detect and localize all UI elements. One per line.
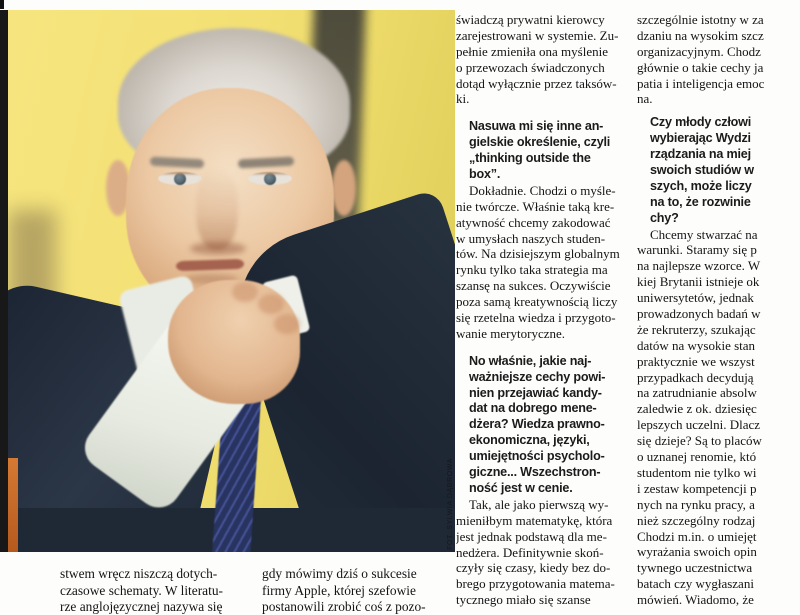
body-line: zaledwie z ok. dziesięc xyxy=(637,401,757,417)
body-line: na. xyxy=(637,91,653,107)
body-line: nież szczególny rodzaj xyxy=(637,512,756,528)
photo-credit: FOT. SYLWIA DĄBROWA xyxy=(447,458,454,550)
body-line: gdy mówimy dziś o sukcesie xyxy=(262,566,417,581)
body-line: warunki. Staramy się p xyxy=(637,242,757,258)
man-right-eye-shape xyxy=(248,172,292,185)
body-line: brego przygotowania matema- xyxy=(456,576,615,592)
question-line: giczne... Wszechstron- xyxy=(469,465,601,480)
man-right-eyelid-shape xyxy=(248,172,292,174)
man-left-iris-shape xyxy=(174,173,186,185)
question-line: ważniejsze cechy powi- xyxy=(469,369,606,384)
question-line: szych, może liczy xyxy=(650,178,752,193)
body-line: na zatrudnianie absolw xyxy=(637,385,757,401)
body-line: postanowili zrobić coś z pozo- xyxy=(262,599,426,615)
knuckle-shape xyxy=(232,282,258,302)
man-left-eyelid-shape xyxy=(158,172,202,174)
body-line: nie twórcze. Właśnie taką kre- xyxy=(456,198,615,214)
question-line: rządzania na miej xyxy=(650,147,751,162)
body-line: Chodzi m.in. o umiejęt xyxy=(637,528,757,544)
article-footer-column-right xyxy=(262,566,458,615)
paragraph-gap xyxy=(456,107,632,119)
body-line: głównie o takie cechy ja xyxy=(637,59,764,75)
question-line: umiejętności psycholo- xyxy=(469,449,605,464)
paragraph-gap xyxy=(456,342,632,354)
body-line: przypadkach decydują xyxy=(637,369,754,385)
body-line: studentom nie tylko wi xyxy=(637,464,757,480)
page-corner-mark xyxy=(0,0,4,9)
body-line: uniwersytetów, jednak xyxy=(637,290,754,306)
body-line: prowadzonych badań w xyxy=(637,306,761,322)
body-line: dotąd wyłącznie przez taksów- xyxy=(456,75,617,91)
photo-left-edge-strip xyxy=(0,10,8,552)
question-line: Czy młody człowi xyxy=(650,115,752,130)
body-line: szczególnie istotny w za xyxy=(637,12,764,27)
knuckle-shape xyxy=(274,314,300,334)
question-line: box”. xyxy=(469,167,501,182)
body-line: firmy Apple, której szefowie xyxy=(262,582,416,598)
body-line: poza samą kreatywnością liczy xyxy=(456,294,618,310)
body-line: czasowe schematy. W literatu- xyxy=(60,582,223,598)
body-line: ki. xyxy=(456,91,470,107)
body-line: się dzieje? Są to placów xyxy=(637,433,762,449)
body-line: czyły się czasy, kiedy bez do- xyxy=(456,560,611,576)
question-line: swoich studiów w xyxy=(650,163,754,178)
question-line: No właśnie, jakie naj- xyxy=(469,353,592,368)
body-line: mówień. Wiadomo, że xyxy=(637,592,754,608)
man-left-eye-shape xyxy=(158,172,202,185)
question-line: dżera? Wiedza prawno- xyxy=(469,417,605,432)
body-line: datów na wysokie stan xyxy=(637,337,756,353)
knuckle-shape xyxy=(258,294,284,314)
body-line: że rekruterzy, szukając xyxy=(637,321,756,337)
body-line: nych na rynku pracy, a xyxy=(637,496,755,512)
question-line: gielskie określenie, czyli xyxy=(469,135,611,150)
body-line: batach czy wygłaszani xyxy=(637,576,754,592)
body-line: rynku tylko taka strategia ma xyxy=(456,262,608,278)
body-line: stwem wręcz niszczą dotych- xyxy=(60,566,218,581)
body-line: rze anglojęzycznej nazywa się xyxy=(60,599,223,615)
body-line: dzaniu na wysokim szcz xyxy=(637,27,764,43)
body-line: organizacyjnym. Chodz xyxy=(637,43,761,59)
body-line: wyrażania swoich opin xyxy=(637,544,757,560)
body-line: pełnie zmieniła ona myślenie xyxy=(456,43,608,59)
body-line: się rzetelna wiedza i przygoto- xyxy=(456,310,616,326)
article-footer-column-left xyxy=(60,566,236,615)
body-line: Chcemy stwarzać na xyxy=(650,226,758,242)
question-line: dat na dobrego mene- xyxy=(469,401,597,416)
body-line: o przewozach świadczonych xyxy=(456,59,605,75)
man-right-iris-shape xyxy=(264,173,276,185)
body-line: zarejestrowani w systemie. Zu- xyxy=(456,27,619,43)
body-line: wanie merytoryczne. xyxy=(456,325,566,341)
body-line: nedżera. Definitywnie skoń- xyxy=(456,544,604,560)
body-line: na najlepsze wzorce. W xyxy=(637,258,761,274)
paragraph-gap xyxy=(637,107,800,115)
question-line: nien przejawiać kandy- xyxy=(469,385,602,400)
body-line: świadczą prywatni kierowcy xyxy=(456,12,605,27)
article-column-2 xyxy=(637,12,800,615)
body-line: kiej Brytanii istnieje ok xyxy=(637,274,760,290)
man-nose-shape xyxy=(196,168,238,250)
question-line: Nasuwa mi się inne an- xyxy=(469,119,604,134)
body-line: jest jednak podstawą dla me- xyxy=(456,528,607,544)
question-line: na to, że rozwinie xyxy=(650,194,751,209)
man-nose-shadow-shape xyxy=(190,242,246,255)
body-line: tów. Na dzisiejszym globalnym xyxy=(456,246,620,262)
body-line: w umysłach naszych studen- xyxy=(456,230,606,246)
body-line: Dokładnie. Chodzi o myśle- xyxy=(469,182,616,198)
article-column-1 xyxy=(456,12,632,615)
portrait-photo xyxy=(0,10,455,552)
question-line: ekonomiczna, języki, xyxy=(469,433,590,448)
body-line: szansę na sukces. Oczywiście xyxy=(456,278,611,294)
body-line: Tak, ale jako pierwszą wy- xyxy=(469,496,609,512)
body-line: praktycznie we wszyst xyxy=(637,353,755,369)
body-line: patia i inteligencja emoc xyxy=(637,75,765,91)
body-line: mieniłbym matematykę, która xyxy=(456,512,613,528)
body-line: atywność chcemy zakodować xyxy=(456,214,611,230)
body-line: tycznego miało się szanse xyxy=(456,592,591,608)
question-line: ność jest w cenie. xyxy=(469,480,573,495)
question-line: wybierając Wydzi xyxy=(650,131,751,146)
body-line: i zestaw kompetencji p xyxy=(637,480,757,496)
man-right-ear-shape xyxy=(332,160,356,216)
question-line: „thinking outside the xyxy=(469,151,591,166)
photo-orange-strip xyxy=(8,458,18,552)
body-line: o uznanej renomie, któ xyxy=(637,449,757,465)
body-line: tywnego uczestnictwa xyxy=(637,560,753,576)
body-line: lepszych uczelni. Dlacz xyxy=(637,417,761,433)
question-line: chy? xyxy=(650,210,679,225)
